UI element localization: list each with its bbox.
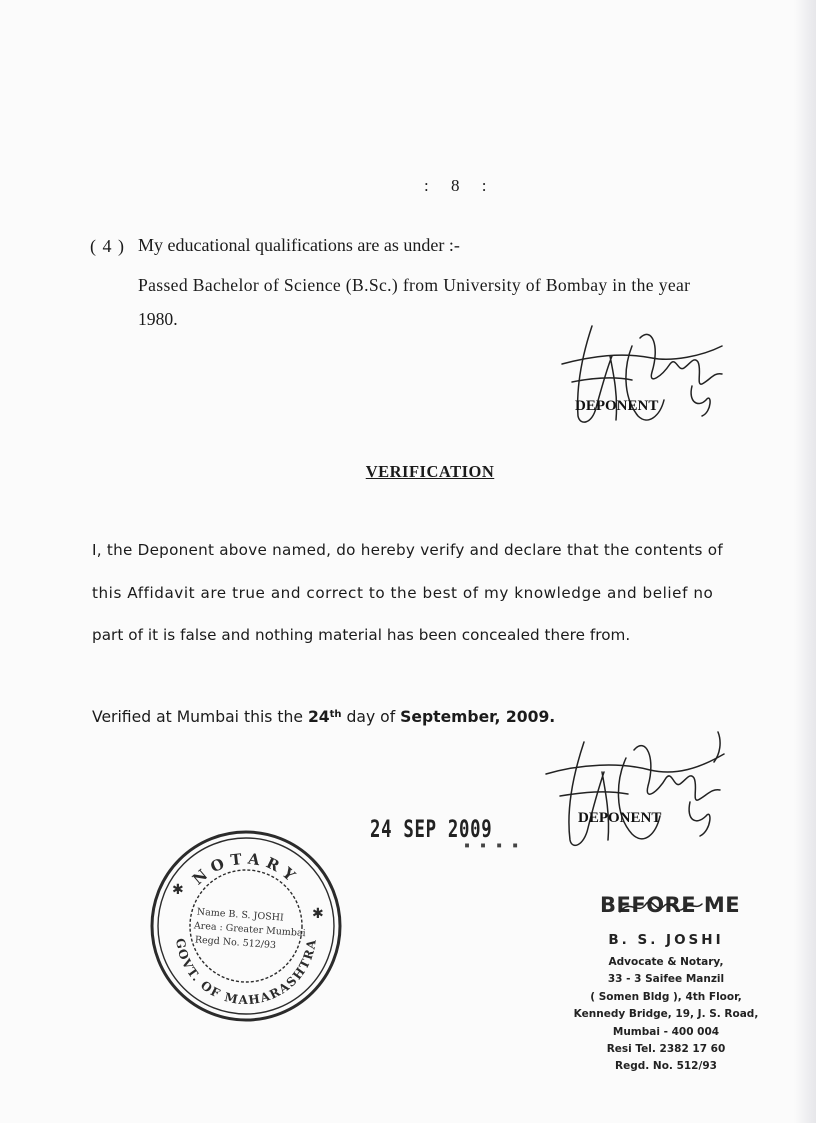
verified-date: September, 2009. (400, 708, 556, 726)
verified-middle: day of (346, 708, 396, 726)
verified-day: 24th (307, 708, 342, 726)
svg-text:✱: ✱ (172, 882, 184, 898)
deponent-signature-1 (552, 316, 742, 436)
verification-line-3: part of it is false and nothing material has been concealed there from. (92, 626, 631, 644)
verification-line-1: I, the Deponent above named, do hereby verify and declare that the contents of (92, 541, 723, 559)
notary-line: Advocate & Notary, (608, 956, 724, 968)
deponent-label-1: DEPONENT (575, 398, 659, 414)
notary-line: Resi Tel. 2382 17 60 (606, 1043, 726, 1056)
verified-prefix: Verified at Mumbai this the (92, 708, 303, 726)
verification-line-2: this Affidavit are true and correct to the best of my knowledge and belief no (92, 584, 714, 602)
notary-line: Regd. No. 512/93 (615, 1060, 717, 1073)
seal-regd-line: Regd No. 512/93 (194, 934, 277, 952)
svg-text:✱: ✱ (312, 906, 324, 922)
deponent-signature-2 (540, 728, 740, 858)
notary-line: Mumbai - 400 004 (612, 1025, 720, 1038)
notary-line: 33 - 3 Saifee Manzil (607, 973, 725, 986)
page-number: : 8 : (424, 176, 496, 195)
notary-line: Kennedy Bridge, 19, J. S. Road, (573, 1008, 759, 1021)
qualification-line-2: 1980. (138, 309, 178, 329)
date-stamp: 24 SEP 2009 (370, 815, 493, 843)
seal-name-line: Name B. S. JOSHI (196, 906, 285, 924)
item-heading: My educational qualifications are as under :- (138, 235, 460, 255)
notary-seal (146, 826, 346, 1026)
notary-name: B. S. JOSHI (608, 932, 724, 948)
qualification-line-1: Passed Bachelor of Science (B.Sc.) from University of Bombay in the year (138, 275, 691, 295)
seal-area-line: Area : Greater Mumbai (193, 920, 306, 940)
seal-bottom-text: GOVT. OF MAHARASHTRA (172, 937, 319, 1008)
item-number: ( 4 ) (90, 236, 125, 256)
seal-top-text: NOTARY (189, 849, 304, 889)
deponent-label-2: DEPONENT (578, 810, 662, 826)
page-edge-shadow (794, 0, 816, 1123)
svg-text:NOTARY (189, 849, 303, 888)
notary-address-block (566, 932, 766, 1076)
notary-signature (616, 890, 706, 924)
date-stamp-marks: ▪ ▪ ▪ ▪ (464, 840, 521, 851)
before-me-heading: BEFORE ME (600, 893, 741, 917)
verified-statement (92, 708, 555, 726)
notary-line: ( Somen Bldg ), 4th Floor, (590, 990, 742, 1003)
verification-heading: VERIFICATION (365, 462, 495, 481)
